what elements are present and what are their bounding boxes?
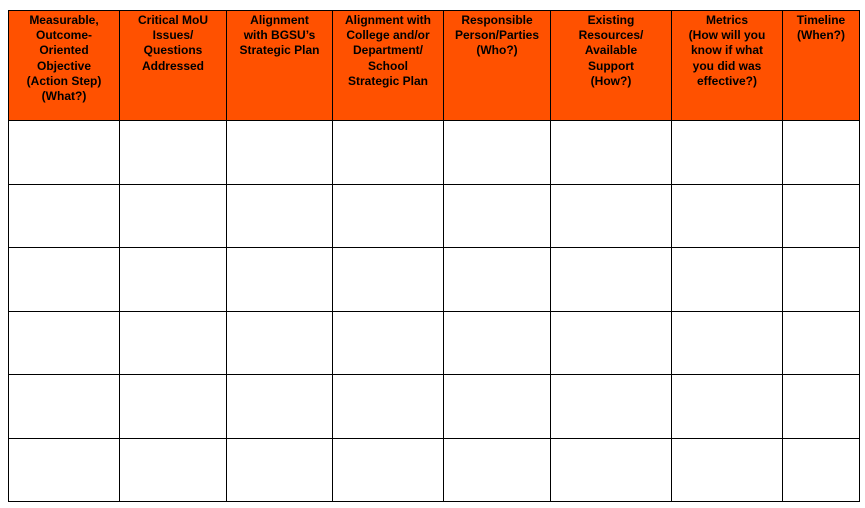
table-cell[interactable] xyxy=(444,121,551,185)
header-line: Timeline xyxy=(796,13,846,27)
table-cell[interactable] xyxy=(551,121,672,185)
table-cell[interactable] xyxy=(551,375,672,439)
action-plan-table xyxy=(8,10,860,502)
table-row xyxy=(9,438,860,502)
header-line: Resources/ xyxy=(578,28,644,43)
table-row xyxy=(9,248,860,312)
table-cell[interactable] xyxy=(672,248,783,312)
header-line: Questions xyxy=(143,43,203,58)
table-cell[interactable] xyxy=(783,438,860,502)
header-line: Department/ xyxy=(352,43,423,58)
table-cell[interactable] xyxy=(333,438,444,502)
header-line: School xyxy=(367,58,408,73)
header-line: Outcome- xyxy=(35,28,92,43)
table-cell[interactable] xyxy=(9,375,120,439)
table-row xyxy=(9,184,860,248)
header-line: Strategic Plan xyxy=(347,73,429,88)
table-cell[interactable] xyxy=(333,248,444,312)
table-row xyxy=(9,375,860,439)
table-body xyxy=(9,121,860,502)
table-cell[interactable] xyxy=(333,375,444,439)
header-line: Oriented xyxy=(39,43,89,58)
header-line: Responsible xyxy=(461,13,533,27)
header-line: College and/or xyxy=(346,28,430,43)
header-line: (How will you xyxy=(688,28,766,43)
table-cell[interactable] xyxy=(444,248,551,312)
table-cell[interactable] xyxy=(333,121,444,185)
table-cell[interactable] xyxy=(783,248,860,312)
table-cell[interactable] xyxy=(227,184,333,248)
table-cell[interactable] xyxy=(227,438,333,502)
header-mou-issues xyxy=(120,11,227,121)
header-line: you did was xyxy=(692,58,762,73)
header-line: Issues/ xyxy=(152,28,194,43)
table-cell[interactable] xyxy=(333,184,444,248)
table-cell[interactable] xyxy=(9,184,120,248)
header-line: Objective xyxy=(36,58,92,73)
header-row xyxy=(9,11,860,121)
header-line: Alignment xyxy=(250,13,309,27)
header-college-alignment xyxy=(333,11,444,121)
table-cell[interactable] xyxy=(120,184,227,248)
header-line: Available xyxy=(584,43,638,58)
table-cell[interactable] xyxy=(120,121,227,185)
header-resources xyxy=(551,11,672,121)
header-bgsu-alignment xyxy=(227,11,333,121)
table-cell[interactable] xyxy=(227,375,333,439)
header-responsible xyxy=(444,11,551,121)
header-line: Existing xyxy=(587,13,635,27)
table-cell[interactable] xyxy=(9,311,120,375)
header-objective xyxy=(9,11,120,121)
table-cell[interactable] xyxy=(551,438,672,502)
header-line: with BGSU’s xyxy=(243,28,316,43)
header-line: Metrics xyxy=(705,13,749,27)
header-line: Person/Parties xyxy=(454,28,540,43)
table-cell[interactable] xyxy=(120,438,227,502)
header-timeline xyxy=(783,11,860,121)
table-cell[interactable] xyxy=(783,121,860,185)
table-cell[interactable] xyxy=(227,311,333,375)
table-cell[interactable] xyxy=(120,311,227,375)
header-line: effective?) xyxy=(696,73,758,88)
table-cell[interactable] xyxy=(783,311,860,375)
table-cell[interactable] xyxy=(227,248,333,312)
table-cell[interactable] xyxy=(444,184,551,248)
table-row xyxy=(9,121,860,185)
header-line: (When?) xyxy=(797,28,845,43)
table-cell[interactable] xyxy=(672,121,783,185)
header-metrics xyxy=(672,11,783,121)
table-cell[interactable] xyxy=(672,184,783,248)
header-line: Measurable, xyxy=(29,13,99,27)
header-line: Addressed xyxy=(141,58,205,73)
table-row xyxy=(9,311,860,375)
table-cell[interactable] xyxy=(444,438,551,502)
header-line: (How?) xyxy=(590,73,632,88)
header-line: (Action Step) xyxy=(26,73,102,88)
header-line: Critical MoU xyxy=(137,13,208,27)
table-cell[interactable] xyxy=(333,311,444,375)
header-line: Strategic Plan xyxy=(239,43,320,58)
table-cell[interactable] xyxy=(672,438,783,502)
table-cell[interactable] xyxy=(120,375,227,439)
header-line: (What?) xyxy=(41,89,87,104)
table-cell[interactable] xyxy=(9,438,120,502)
table-cell[interactable] xyxy=(444,311,551,375)
table-cell[interactable] xyxy=(120,248,227,312)
header-line: Support xyxy=(588,58,634,73)
table-cell[interactable] xyxy=(551,184,672,248)
table-cell[interactable] xyxy=(227,121,333,185)
header-line: know if what xyxy=(691,43,763,58)
table-cell[interactable] xyxy=(672,311,783,375)
table-cell[interactable] xyxy=(783,184,860,248)
header-line: Alignment with xyxy=(345,13,431,27)
header-line: (Who?) xyxy=(476,43,518,58)
table-cell[interactable] xyxy=(672,375,783,439)
table-cell[interactable] xyxy=(551,311,672,375)
table-cell[interactable] xyxy=(9,248,120,312)
table-cell[interactable] xyxy=(551,248,672,312)
table-cell[interactable] xyxy=(444,375,551,439)
table-cell[interactable] xyxy=(9,121,120,185)
table-cell[interactable] xyxy=(783,375,860,439)
